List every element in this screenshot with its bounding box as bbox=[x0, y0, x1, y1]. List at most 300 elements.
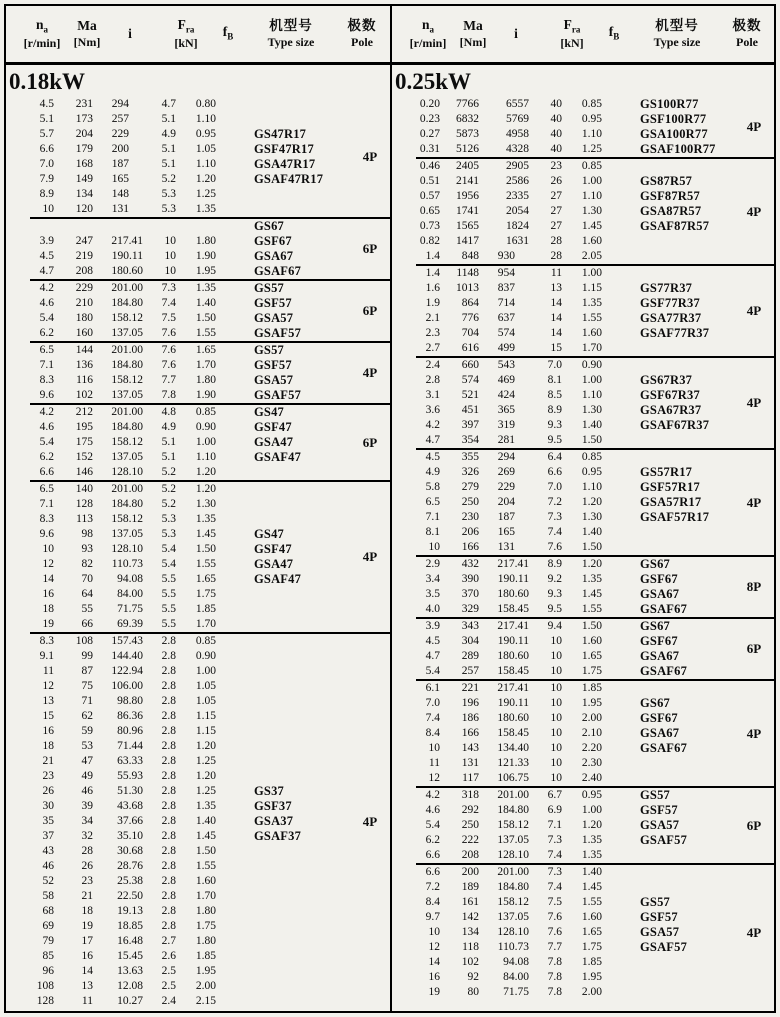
col-header-symbol bbox=[514, 27, 518, 42]
table-row bbox=[392, 142, 734, 157]
cell-ma: 120 bbox=[75, 203, 93, 215]
cell-spacer bbox=[224, 634, 254, 649]
cell-na: 1.4 bbox=[425, 250, 440, 262]
cell-ma: 660 bbox=[461, 359, 479, 371]
cell-type-size bbox=[640, 970, 734, 985]
cell-ma: 204 bbox=[75, 128, 93, 140]
cell-fb: 1.55 bbox=[195, 860, 216, 872]
cell-ma: 92 bbox=[467, 971, 479, 983]
pole-label: 6P bbox=[362, 434, 378, 450]
col-header-latin: Type size bbox=[267, 34, 315, 49]
cell-type-size: GSA47 bbox=[254, 557, 294, 571]
cell-i: 18.85 bbox=[117, 920, 143, 932]
cell-na: 7.0 bbox=[425, 697, 440, 709]
cell-fra: 27 bbox=[550, 220, 562, 232]
cell-fb: 1.75 bbox=[195, 920, 216, 932]
table-row bbox=[392, 572, 734, 587]
cell-i: 2335 bbox=[506, 190, 529, 202]
table-row bbox=[392, 756, 734, 771]
table-row bbox=[6, 844, 350, 859]
cell-i: 94.08 bbox=[503, 956, 529, 968]
cell-i: 158.12 bbox=[497, 896, 529, 908]
cell-type-size: GSF67 bbox=[640, 711, 678, 725]
cell-fb: 2.10 bbox=[581, 727, 602, 739]
cell-i: 137.05 bbox=[111, 528, 143, 540]
row-block bbox=[6, 97, 390, 217]
cell-i: 157.43 bbox=[111, 635, 143, 647]
cell-ma: 116 bbox=[76, 374, 93, 386]
row-block bbox=[6, 219, 390, 279]
cell-ma: 142 bbox=[461, 911, 479, 923]
col-header-ma bbox=[73, 17, 101, 49]
cell-type-size bbox=[254, 634, 350, 649]
cell-spacer bbox=[610, 189, 640, 204]
cell-fra: 7.5 bbox=[547, 896, 562, 908]
cell-na: 23 bbox=[42, 770, 54, 782]
cell-spacer bbox=[224, 694, 254, 709]
cell-spacer bbox=[224, 435, 254, 450]
cell-spacer bbox=[224, 844, 254, 859]
cell-spacer bbox=[610, 219, 640, 234]
table-row bbox=[6, 187, 350, 202]
cell-i: 200 bbox=[111, 143, 129, 155]
cell-fra: 5.2 bbox=[161, 466, 176, 478]
cell-spacer bbox=[610, 373, 640, 388]
cell-i: 714 bbox=[497, 297, 515, 309]
cell-fra: 2.8 bbox=[161, 680, 176, 692]
cell-fb: 1.70 bbox=[195, 618, 216, 630]
col-header-latin: Pole bbox=[351, 34, 373, 49]
cell-fb: 2.00 bbox=[581, 712, 602, 724]
cell-spacer bbox=[610, 602, 640, 617]
pole-label: 4P bbox=[746, 395, 762, 410]
cell-fb: 1.80 bbox=[195, 235, 216, 247]
cell-fra: 2.8 bbox=[161, 785, 176, 797]
cell-fra: 10 bbox=[550, 650, 562, 662]
section-title: 0.25kW bbox=[395, 69, 472, 94]
cell-fra: 10 bbox=[164, 265, 176, 277]
cell-fb: 1.45 bbox=[195, 830, 216, 842]
cell-fb: 2.00 bbox=[195, 980, 216, 992]
cell-spacer bbox=[610, 249, 640, 264]
cell-na: 26 bbox=[42, 785, 54, 797]
row-block bbox=[392, 681, 774, 786]
cell-type-size: GSAF67R37 bbox=[640, 418, 710, 432]
row-block bbox=[6, 634, 390, 1009]
cell-i: 217.41 bbox=[497, 620, 529, 632]
cell-na: 79 bbox=[42, 935, 54, 947]
row-blocks bbox=[6, 97, 390, 1011]
table-row bbox=[392, 985, 734, 1000]
cell-ma: 161 bbox=[461, 896, 479, 908]
table-row bbox=[6, 450, 350, 465]
cell-i: 128.10 bbox=[497, 926, 529, 938]
cell-ma: 257 bbox=[461, 665, 479, 677]
col-header-fra bbox=[164, 18, 208, 51]
cell-type-size bbox=[640, 880, 734, 895]
cell-i: 1824 bbox=[506, 220, 529, 232]
cell-type-size: GSF100R77 bbox=[640, 112, 707, 126]
col-symbol: f bbox=[608, 24, 614, 40]
cell-na: 6.2 bbox=[425, 834, 440, 846]
cell-fb: 1.00 bbox=[195, 665, 216, 677]
cell-spacer bbox=[224, 964, 254, 979]
cell-na: 8.3 bbox=[39, 374, 54, 386]
cell-fra: 40 bbox=[550, 113, 562, 125]
table-row bbox=[6, 358, 350, 373]
cell-na: 5.7 bbox=[39, 128, 54, 140]
cell-na: 6.6 bbox=[39, 466, 54, 478]
cell-i: 201.00 bbox=[111, 344, 143, 356]
cell-spacer bbox=[610, 403, 640, 418]
cell-spacer bbox=[610, 634, 640, 649]
cell-type-size: GS47 bbox=[254, 405, 284, 419]
cell-spacer bbox=[224, 979, 254, 994]
cell-type-size: GSAF67 bbox=[640, 664, 688, 678]
cell-na: 52 bbox=[42, 875, 54, 887]
cell-ma: 175 bbox=[75, 436, 93, 448]
cell-fb: 1.20 bbox=[195, 740, 216, 752]
cell-fb: 1.00 bbox=[195, 436, 216, 448]
table-row bbox=[6, 694, 350, 709]
cell-fra: 14 bbox=[550, 327, 562, 339]
col-header-cjk: 机型号 bbox=[655, 17, 699, 33]
cell-fb: 1.55 bbox=[581, 312, 602, 324]
table-row bbox=[6, 617, 350, 632]
table-row bbox=[392, 587, 734, 602]
table-row bbox=[392, 634, 734, 649]
table-row bbox=[392, 557, 734, 572]
table-row bbox=[6, 281, 350, 296]
cell-type-size bbox=[640, 266, 734, 281]
table-row bbox=[392, 711, 734, 726]
cell-i: 165 bbox=[111, 173, 129, 185]
table-row bbox=[6, 769, 350, 784]
cell-fb: 1.25 bbox=[195, 755, 216, 767]
col-header-symbol bbox=[609, 25, 620, 43]
cell-ma: 149 bbox=[75, 173, 93, 185]
cell-na: 85 bbox=[42, 950, 54, 962]
cell-spacer bbox=[224, 919, 254, 934]
cell-i: 499 bbox=[497, 342, 515, 354]
cell-fb: 0.95 bbox=[581, 466, 602, 478]
cell-type-size: GSA67 bbox=[640, 587, 680, 601]
cell-type-size: GSF57R17 bbox=[640, 480, 700, 494]
table-row bbox=[392, 696, 734, 711]
cell-na: 0.23 bbox=[419, 113, 440, 125]
cell-ma: 200 bbox=[461, 866, 479, 878]
cell-fra: 5.2 bbox=[161, 498, 176, 510]
col-header-symbol bbox=[223, 25, 234, 43]
cell-fb: 1.65 bbox=[195, 573, 216, 585]
cell-fb: 1.50 bbox=[195, 845, 216, 857]
cell-type-size bbox=[640, 433, 734, 448]
cell-fra: 2.8 bbox=[161, 920, 176, 932]
cell-ma: 304 bbox=[461, 635, 479, 647]
cell-spacer bbox=[224, 234, 254, 249]
table-row bbox=[6, 994, 350, 1009]
cell-i: 294 bbox=[497, 451, 515, 463]
cell-fra: 2.8 bbox=[161, 695, 176, 707]
cell-spacer bbox=[224, 512, 254, 527]
row-block bbox=[392, 159, 774, 264]
row-block bbox=[392, 450, 774, 555]
cell-spacer bbox=[610, 97, 640, 112]
cell-spacer bbox=[224, 602, 254, 617]
table-row bbox=[6, 234, 350, 249]
cell-ma: 221 bbox=[461, 682, 479, 694]
cell-i: 69.39 bbox=[117, 618, 143, 630]
cell-i: 217.41 bbox=[497, 558, 529, 570]
cell-na: 12 bbox=[428, 772, 440, 784]
cell-i: 180.60 bbox=[497, 712, 529, 724]
cell-ma: 98 bbox=[81, 528, 93, 540]
cell-spacer bbox=[610, 510, 640, 525]
table-row bbox=[6, 739, 350, 754]
cell-fra: 5.1 bbox=[161, 451, 176, 463]
cell-fra: 28 bbox=[550, 235, 562, 247]
table-row bbox=[6, 964, 350, 979]
cell-i: 930 bbox=[497, 250, 515, 262]
cell-na: 3.5 bbox=[425, 588, 440, 600]
cell-i: 294 bbox=[111, 98, 129, 110]
table-row bbox=[392, 525, 734, 540]
cell-fra: 7.6 bbox=[161, 359, 176, 371]
col-header-unit: [kN] bbox=[560, 36, 584, 51]
cell-type-size: GS67 bbox=[640, 619, 670, 633]
cell-ma: 113 bbox=[76, 513, 93, 525]
cell-i: 2054 bbox=[506, 205, 529, 217]
cell-na: 10 bbox=[428, 926, 440, 938]
col-symbol: Ma bbox=[77, 17, 97, 33]
cell-type-size bbox=[640, 249, 734, 264]
cell-fb: 1.60 bbox=[581, 235, 602, 247]
table-row bbox=[6, 557, 350, 572]
cell-type-size bbox=[254, 979, 350, 994]
col-symbol: i bbox=[514, 25, 518, 41]
panel-left bbox=[6, 6, 390, 1011]
cell-fb: 0.85 bbox=[581, 160, 602, 172]
cell-spacer bbox=[224, 769, 254, 784]
cell-spacer bbox=[224, 142, 254, 157]
cell-fb: 1.35 bbox=[581, 297, 602, 309]
cell-ma: 848 bbox=[461, 250, 479, 262]
cell-i: 98.80 bbox=[117, 695, 143, 707]
cell-spacer bbox=[610, 955, 640, 970]
cell-na: 6.2 bbox=[39, 451, 54, 463]
cell-fb: 1.10 bbox=[581, 389, 602, 401]
pole-label: 4P bbox=[746, 725, 762, 741]
cell-spacer bbox=[610, 557, 640, 572]
cell-fb: 1.45 bbox=[195, 528, 216, 540]
cell-fra: 2.8 bbox=[161, 710, 176, 722]
cell-fb: 1.20 bbox=[195, 466, 216, 478]
cell-na: 14 bbox=[428, 956, 440, 968]
cell-fb: 1.35 bbox=[581, 573, 602, 585]
cell-ma: 196 bbox=[461, 697, 479, 709]
table-row bbox=[392, 895, 734, 910]
cell-fra: 2.8 bbox=[161, 875, 176, 887]
cell-spacer bbox=[610, 681, 640, 696]
cell-fra: 2.7 bbox=[161, 935, 176, 947]
cell-na: 6.5 bbox=[425, 496, 440, 508]
table-row bbox=[6, 127, 350, 142]
cell-i: 184.80 bbox=[111, 359, 143, 371]
cell-fb: 1.55 bbox=[581, 603, 602, 615]
cell-fb: 1.40 bbox=[581, 419, 602, 431]
col-header-type bbox=[634, 19, 720, 49]
cell-na: 1.9 bbox=[425, 297, 440, 309]
cell-fra: 7.7 bbox=[547, 941, 562, 953]
cell-type-size bbox=[254, 482, 350, 497]
pole-label: 6P bbox=[746, 641, 762, 656]
cell-fra: 40 bbox=[550, 143, 562, 155]
cell-i: 469 bbox=[497, 374, 515, 386]
cell-ma: 2141 bbox=[456, 175, 479, 187]
cell-ma: 118 bbox=[462, 941, 479, 953]
cell-ma: 179 bbox=[75, 143, 93, 155]
cell-spacer bbox=[224, 587, 254, 602]
cell-fra: 10 bbox=[550, 682, 562, 694]
cell-fb: 1.95 bbox=[195, 965, 216, 977]
cell-type-size: GS47R17 bbox=[254, 127, 307, 141]
cell-spacer bbox=[224, 112, 254, 127]
cell-fra: 7.8 bbox=[547, 986, 562, 998]
cell-fra: 2.8 bbox=[161, 830, 176, 842]
col-symbol: Ma bbox=[463, 17, 483, 33]
cell-type-size bbox=[254, 187, 350, 202]
table-row bbox=[392, 818, 734, 833]
cell-fra: 5.5 bbox=[161, 618, 176, 630]
cell-type-size bbox=[640, 540, 734, 555]
cell-spacer bbox=[610, 234, 640, 249]
cell-fb: 1.30 bbox=[581, 205, 602, 217]
cell-ma: 292 bbox=[461, 804, 479, 816]
cell-type-size: GSA67R37 bbox=[640, 403, 702, 417]
cell-na: 0.20 bbox=[419, 98, 440, 110]
cell-na: 4.5 bbox=[425, 635, 440, 647]
cell-i: 110.73 bbox=[111, 558, 143, 570]
cell-ma: 49 bbox=[81, 770, 93, 782]
cell-type-size bbox=[640, 159, 734, 174]
col-header-ma bbox=[459, 17, 487, 49]
cell-spacer bbox=[224, 405, 254, 420]
col-header-latin: Pole bbox=[736, 34, 758, 49]
cell-type-size: GSF47R17 bbox=[254, 142, 314, 156]
table-row bbox=[392, 649, 734, 664]
cell-type-size bbox=[254, 919, 350, 934]
cell-fra: 5.3 bbox=[161, 188, 176, 200]
block-rows bbox=[392, 619, 734, 679]
cell-fra: 7.6 bbox=[547, 541, 562, 553]
cell-spacer bbox=[610, 266, 640, 281]
cell-ma: 143 bbox=[461, 742, 479, 754]
cell-type-size: GS57 bbox=[640, 788, 670, 802]
cell-fra: 2.8 bbox=[161, 740, 176, 752]
cell-na: 9.7 bbox=[425, 911, 440, 923]
cell-spacer bbox=[610, 833, 640, 848]
cell-na: 4.6 bbox=[39, 421, 54, 433]
table-row bbox=[392, 418, 734, 433]
cell-na: 10 bbox=[428, 742, 440, 754]
cell-ma: 1417 bbox=[456, 235, 479, 247]
cell-i: 122.94 bbox=[111, 665, 143, 677]
block-rows bbox=[392, 159, 734, 264]
cell-i: 134.40 bbox=[497, 742, 529, 754]
cell-ma: 5126 bbox=[456, 143, 479, 155]
cell-ma: 5873 bbox=[456, 128, 479, 140]
cell-na: 6.6 bbox=[425, 866, 440, 878]
cell-fra: 9.2 bbox=[547, 573, 562, 585]
cell-na: 0.51 bbox=[419, 175, 440, 187]
col-symbol: n bbox=[35, 16, 44, 32]
cell-spacer bbox=[224, 572, 254, 587]
cell-spacer bbox=[224, 249, 254, 264]
cell-fb: 1.50 bbox=[581, 620, 602, 632]
cell-fb: 1.65 bbox=[195, 344, 216, 356]
cell-type-size: GSAF57 bbox=[640, 940, 688, 954]
cell-i: 4328 bbox=[506, 143, 529, 155]
table-row bbox=[6, 420, 350, 435]
cell-spacer bbox=[610, 204, 640, 219]
cell-na: 12 bbox=[42, 680, 54, 692]
cell-ma: 864 bbox=[461, 297, 479, 309]
cell-ma: 432 bbox=[461, 558, 479, 570]
cell-fb: 1.80 bbox=[195, 374, 216, 386]
cell-i: 158.12 bbox=[111, 513, 143, 525]
cell-na: 5.4 bbox=[39, 436, 54, 448]
table-row bbox=[6, 326, 350, 341]
cell-na: 8.4 bbox=[425, 727, 440, 739]
cell-spacer bbox=[224, 542, 254, 557]
cell-i: 71.44 bbox=[117, 740, 143, 752]
cell-fra bbox=[148, 219, 184, 234]
table-row bbox=[6, 949, 350, 964]
cell-na: 5.8 bbox=[425, 481, 440, 493]
cell-fra: 7.5 bbox=[161, 312, 176, 324]
cell-type-size: GSA77R37 bbox=[640, 311, 702, 325]
cell-fra: 26 bbox=[550, 175, 562, 187]
cell-type-size bbox=[254, 112, 350, 127]
table-row bbox=[6, 527, 350, 542]
cell-fra: 9.3 bbox=[547, 419, 562, 431]
table-row bbox=[392, 281, 734, 296]
cell-ma: 370 bbox=[461, 588, 479, 600]
cell-type-size: GSF67 bbox=[254, 234, 292, 248]
cell-ma: 250 bbox=[461, 819, 479, 831]
table-row bbox=[392, 311, 734, 326]
table-row bbox=[6, 512, 350, 527]
cell-type-size bbox=[254, 904, 350, 919]
cell-ma: 87 bbox=[81, 665, 93, 677]
cell-i: 2586 bbox=[506, 175, 529, 187]
row-block bbox=[392, 788, 774, 863]
cell-fb: 1.30 bbox=[581, 404, 602, 416]
cell-fra: 6.4 bbox=[547, 451, 562, 463]
cell-i: 63.33 bbox=[117, 755, 143, 767]
table-row bbox=[6, 542, 350, 557]
cell-spacer bbox=[224, 281, 254, 296]
cell-spacer bbox=[610, 112, 640, 127]
cell-ma bbox=[58, 219, 102, 234]
cell-fra: 7.3 bbox=[547, 511, 562, 523]
cell-ma: 231 bbox=[75, 98, 93, 110]
cell-fra: 2.8 bbox=[161, 755, 176, 767]
cell-fb: 1.95 bbox=[581, 697, 602, 709]
cell-fb: 1.00 bbox=[581, 267, 602, 279]
col-symbol: F bbox=[177, 16, 186, 32]
cell-fra: 10 bbox=[550, 635, 562, 647]
